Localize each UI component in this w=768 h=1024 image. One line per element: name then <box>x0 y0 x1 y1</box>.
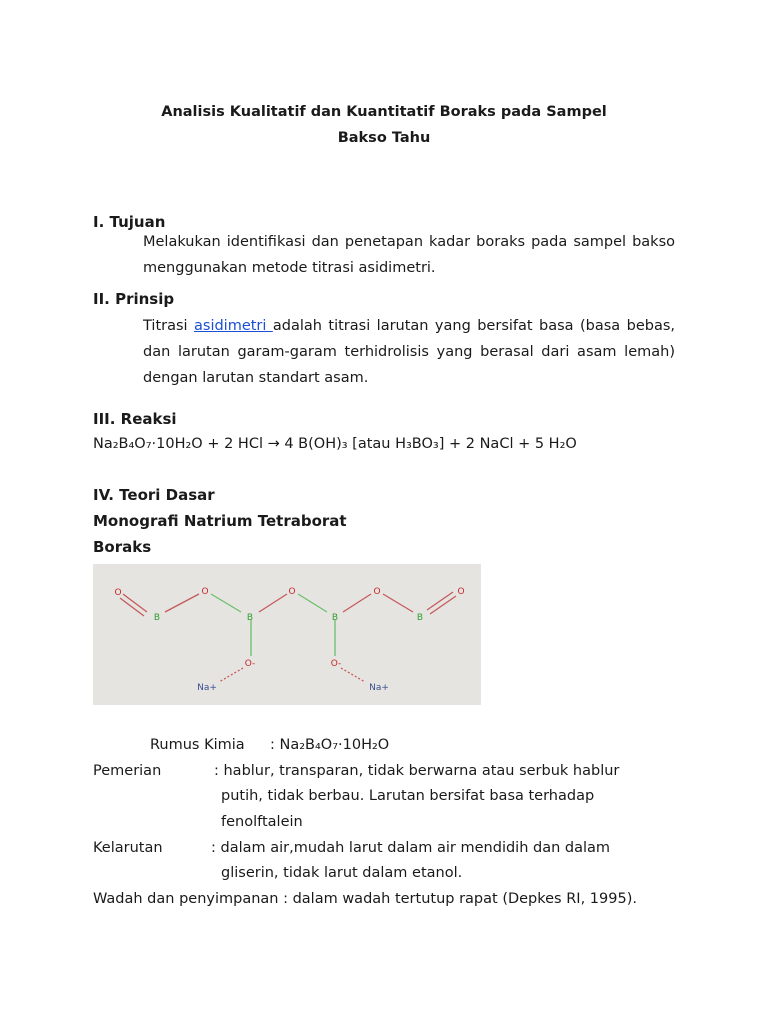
document-title-line2: Bakso Tahu <box>337 130 431 146</box>
pemerian-line3: fenolftalein <box>221 814 303 830</box>
paragraph-tujuan <box>93 229 675 281</box>
bond-line <box>165 594 199 612</box>
atom-oxygen-anion: O- <box>244 659 256 669</box>
paragraph-prinsip-text <box>93 313 675 391</box>
atom-oxygen-anion: O- <box>330 659 342 669</box>
ionic-bond-line <box>341 668 365 682</box>
asidimetri-link[interactable]: asidimetri <box>194 318 273 334</box>
pemerian-row <box>93 763 619 779</box>
rumus-kimia-value: : Na₂B₄O₇·10H₂O <box>270 737 390 753</box>
kelarutan-label: Kelarutan <box>93 840 163 856</box>
paragraph-prinsip <box>93 313 675 391</box>
bond-line <box>211 594 241 612</box>
atom-boron: B <box>153 613 161 623</box>
bond-line <box>298 594 327 612</box>
atom-boron: B <box>331 613 339 623</box>
atom-oxygen: O <box>457 587 465 597</box>
ionic-bond-line <box>219 668 243 682</box>
atom-boron: B <box>416 613 424 623</box>
wadah-penyimpanan: Wadah dan penyimpanan : dalam wadah tertutup rapat (Depkes RI, 1995). <box>93 891 637 907</box>
borax-structure-figure <box>93 564 481 705</box>
atom-sodium-cation: Na+ <box>197 683 217 693</box>
atom-sodium-cation: Na+ <box>369 683 389 693</box>
rumus-kimia-label: Rumus Kimia <box>150 737 245 753</box>
bond-line <box>383 594 413 612</box>
section-heading-reaksi: III. Reaksi <box>93 410 177 428</box>
borax-structure-diagram <box>93 564 481 705</box>
subheading-boraks: Boraks <box>93 538 152 556</box>
bond-line <box>259 594 287 612</box>
atom-oxygen: O <box>288 587 296 597</box>
atom-boron: B <box>246 613 254 623</box>
pemerian-line2: putih, tidak berbau. Larutan bersifat basa terhadap <box>221 788 595 804</box>
section-heading-teori: IV. Teori Dasar <box>93 486 215 504</box>
bond-line <box>343 594 371 612</box>
subheading-monografi: Monografi Natrium Tetraborat <box>93 512 347 530</box>
reaction-equation: Na₂B₄O₇·10H₂O + 2 HCl → 4 B(OH)₃ [atau H₃BO₃] + 2 NaCl + 5 H₂O <box>93 436 577 452</box>
rumus-kimia-row <box>93 737 389 753</box>
kelarutan-line1: : dalam air,mudah larut dalam air mendidih dan dalam <box>211 840 611 856</box>
atom-oxygen: O <box>201 587 209 597</box>
atom-oxygen: O <box>373 587 381 597</box>
prinsip-text-before: Titrasi <box>143 318 194 334</box>
atom-oxygen: O <box>114 588 122 598</box>
prinsip-text-after: adalah titrasi larutan yang bersifat basa (basa bebas, dan larutan garam-garam terhidrolisis yang berasal dari asam lemah) dengan larutan standart asam. <box>143 318 675 386</box>
kelarutan-row <box>93 840 610 856</box>
paragraph-tujuan-text: Melakukan identifikasi dan penetapan kadar boraks pada sampel bakso menggunakan metode titrasi asidimetri. <box>143 234 675 276</box>
document-title-line1: Analisis Kualitatif dan Kuantitatif Boraks pada Sampel <box>161 104 607 120</box>
pemerian-label: Pemerian <box>93 763 162 779</box>
pemerian-line1: : hablur, transparan, tidak berwarna atau serbuk hablur <box>214 763 620 779</box>
kelarutan-line2: gliserin, tidak larut dalam etanol. <box>221 865 463 881</box>
section-heading-tujuan: I. Tujuan <box>93 213 166 231</box>
section-heading-prinsip: II. Prinsip <box>93 290 175 308</box>
